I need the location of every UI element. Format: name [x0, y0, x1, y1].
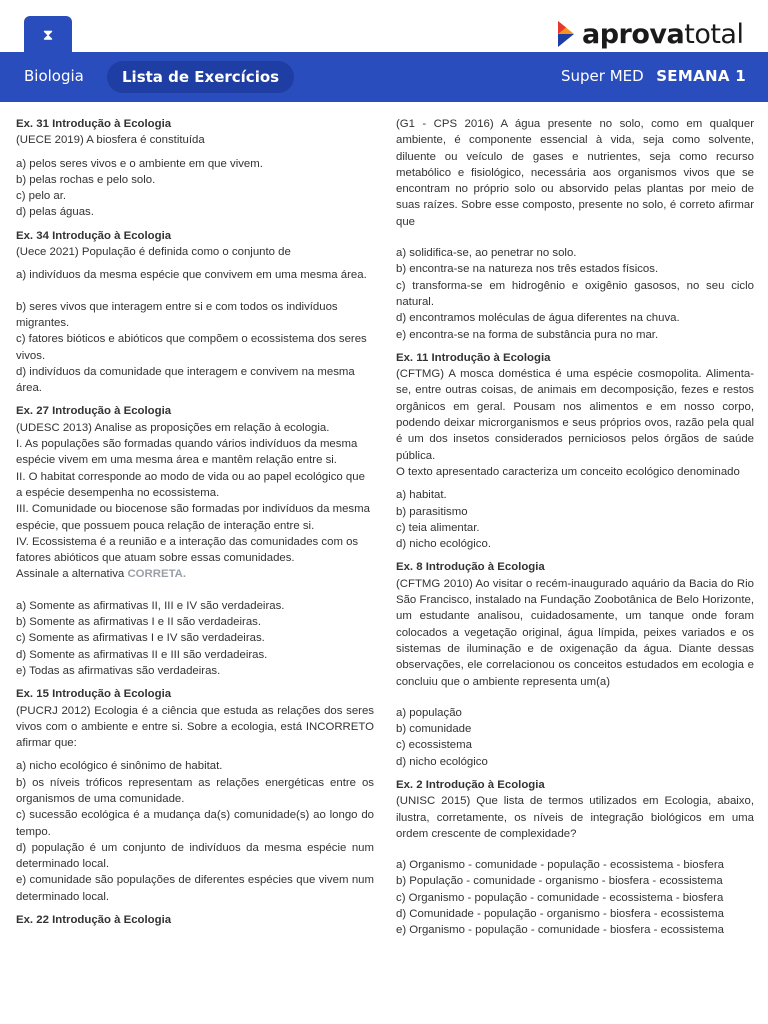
option: a) Somente as afirmativas II, III e IV são verdadeiras.: [16, 599, 285, 612]
option: d) nicho ecológico.: [396, 538, 491, 551]
option: e) comunidade são populações de diferentes espécies que vivem num determinado local.: [16, 874, 374, 903]
option: d) Comunidade - população - organismo - biosfera - ecossistema: [396, 908, 724, 921]
question-31: [16, 116, 374, 221]
header-bar: [0, 52, 768, 102]
question-statement: (PUCRJ 2012) Ecologia é a ciência que estuda as relações dos seres vivos com o ambiente e entre si. Sobre a ecologia, está INCORRETO afirmar que:: [16, 704, 374, 750]
highlight-word: CORRETA.: [127, 568, 187, 581]
option: d) indivíduos da comunidade que interagem e convivem na mesma área.: [16, 365, 355, 395]
option: e) encontra-se na forma de substância pura no mar.: [396, 328, 659, 341]
left-column: [16, 116, 374, 935]
question-prompt: O texto apresentado caracteriza um conceito ecológico denominado: [396, 465, 740, 478]
brand-logo: [556, 17, 743, 51]
question-title: Ex. 11 Introdução à Ecologia: [396, 351, 551, 364]
week-label: SEMANA 1: [656, 67, 746, 85]
option: b) Somente as afirmativas I e II são verdadeiras.: [16, 616, 262, 629]
option: d) nicho ecológico: [396, 755, 488, 768]
question-27: [16, 403, 374, 679]
hourglass-icon[interactable]: ⧗: [24, 16, 72, 54]
question-title: Ex. 27 Introdução à Ecologia: [16, 405, 172, 418]
option: a) indivíduos da mesma espécie que convivem em uma mesma área.: [16, 269, 367, 282]
question-statement: (G1 - CPS 2016) A água presente no solo, como em qualquer ambiente, é componente essencial à vida, seja como solvente, diluente ou veículo de gases e nutrientes, seja como recurso metabólico e fisiológico, necessária aos organismos vivos que se encontram no próprio solo ou absorvido pelas plantas por meio de suas raízes. Sobre esse composto, presente no solo, é correto afirmar que: [396, 118, 754, 228]
option: c) pelo ar.: [16, 190, 67, 203]
question-title: Ex. 8 Introdução à Ecologia: [396, 561, 545, 574]
exercise-list-pill[interactable]: Lista de Exercícios: [107, 61, 294, 93]
option: b) seres vivos que interagem entre si e com todos os indivíduos migrantes.: [16, 300, 338, 329]
brand-name: aprovatotal: [582, 18, 744, 50]
option: a) população: [396, 706, 462, 719]
option: c) sucessão ecológica é a mudança da(s) comunidade(s) ao longo do tempo.: [16, 809, 374, 838]
question-11: [396, 350, 754, 553]
question-22-continued: [396, 116, 754, 343]
question-22: [16, 912, 374, 928]
option: b) pelas rochas e pelo solo.: [16, 173, 156, 186]
option: c) Organismo - população - comunidade - ecossistema - biosfera: [396, 891, 724, 904]
question-8: [396, 559, 754, 770]
question-title: Ex. 15 Introdução à Ecologia: [16, 688, 172, 701]
option: b) parasitismo: [396, 505, 468, 518]
option: d) pelas águas.: [16, 206, 94, 219]
program-label: Super MED: [561, 67, 644, 85]
question-statement: (CFTMG 2010) Ao visitar o recém-inaugurado aquário da Bacia do Rio São Francisco, instalado na Fundação Zoobotânica de Belo Horizonte, um estudante analisou, cuidadosamente, um tanque onde foram colocados a vegetação original, água límpida, peixes variados e os sistemas de iluminação e de oxigenação da água. Diante dessas observações, ele correlacionou os conceitos estudados em ecologia e concluiu que o ambiente representa um(a): [396, 577, 754, 688]
right-column: [396, 116, 754, 946]
question-title: Ex. 22 Introdução à Ecologia: [16, 914, 172, 927]
question-statement: (CFTMG) A mosca doméstica é uma espécie cosmopolita. Alimenta-se, entre outras coisas, de animais em decomposição, fezes e restos orgânicos em geral. Pousam nos alimentos e em nosso corpo, podendo deixar microrganismos e seus próprios ovos, razão pela qual é um dos insetos considerados perniciosos pelos órgãos de saúde pública.: [396, 368, 754, 462]
question-title: Ex. 31 Introdução à Ecologia: [16, 118, 172, 130]
question-statement: (UECE 2019) A biosfera é constituída: [16, 134, 205, 147]
option: d) encontramos moléculas de água diferentes na chuva.: [396, 312, 680, 325]
subject-label: Biologia: [24, 67, 84, 85]
question-title: Ex. 2 Introdução à Ecologia: [396, 778, 545, 791]
question-2: [396, 777, 754, 939]
question-statement: (UNISC 2015) Que lista de termos utilizados em Ecologia, abaixo, ilustra, corretamente, os níveis de integração biológicos em uma ordem crescente de complexidade?: [396, 795, 754, 840]
option: d) população é um conjunto de indivíduos da mesma espécie num determinado local.: [16, 841, 374, 871]
option: a) pelos seres vivos e o ambiente em que vivem.: [16, 157, 263, 170]
option: a) habitat.: [396, 489, 447, 502]
instruction: Assinale a alternativa CORRETA.: [16, 568, 187, 581]
question-statement: (UDESC 2013) Analise as proposições em relação à ecologia.: [16, 421, 330, 434]
question-title: Ex. 34 Introdução à Ecologia: [16, 229, 172, 242]
option: a) nicho ecológico é sinônimo de habitat.: [16, 760, 223, 773]
option: b) encontra-se na natureza nos três estados físicos.: [396, 263, 659, 276]
question-15: [16, 686, 374, 905]
option: a) Organismo - comunidade - população - ecossistema - biosfera: [396, 859, 724, 872]
option: c) Somente as afirmativas I e IV são verdadeiras.: [16, 632, 265, 645]
option: c) ecossistema: [396, 739, 472, 752]
question-34: [16, 228, 374, 397]
option: b) comunidade: [396, 723, 472, 736]
aprova-total-logo-mark: [556, 19, 576, 49]
option: b) os níveis tróficos representam as relações energéticas entre os organismos de uma comunidade.: [16, 776, 374, 805]
proposition: IV. Ecossistema é a reunião e a interação das comunidades com os fatores abióticos que atuam sobre essas comunidades.: [16, 535, 359, 565]
option: a) solidifica-se, ao penetrar no solo.: [396, 247, 577, 260]
option: b) População - comunidade - organismo - biosfera - ecossistema: [396, 875, 723, 888]
option: c) teia alimentar.: [396, 521, 480, 534]
question-statement: (Uece 2021) População é definida como o conjunto de: [16, 246, 291, 259]
option: e) Todas as afirmativas são verdadeiras.: [16, 664, 221, 677]
proposition: III. Comunidade ou biocenose são formadas por indivíduos da mesma espécie, que possuem pouca relação de interação entre si.: [16, 503, 370, 532]
proposition: II. O habitat corresponde ao modo de vida ou ao papel ecológico que a espécie desempenha no ecossistema.: [16, 470, 365, 499]
option: c) transforma-se em hidrogênio e oxigênio gasosos, no seu ciclo natural.: [396, 279, 754, 308]
option: c) fatores bióticos e abióticos que compõem o ecossistema dos seres vivos.: [16, 333, 367, 362]
proposition: I. As populações são formadas quando vários indivíduos da mesma espécie vivem em uma mesma área e mantêm relação entre si.: [16, 438, 358, 467]
option: e) Organismo - população - comunidade - biosfera - ecossistema: [396, 924, 724, 937]
option: d) Somente as afirmativas II e III são verdadeiras.: [16, 648, 268, 661]
